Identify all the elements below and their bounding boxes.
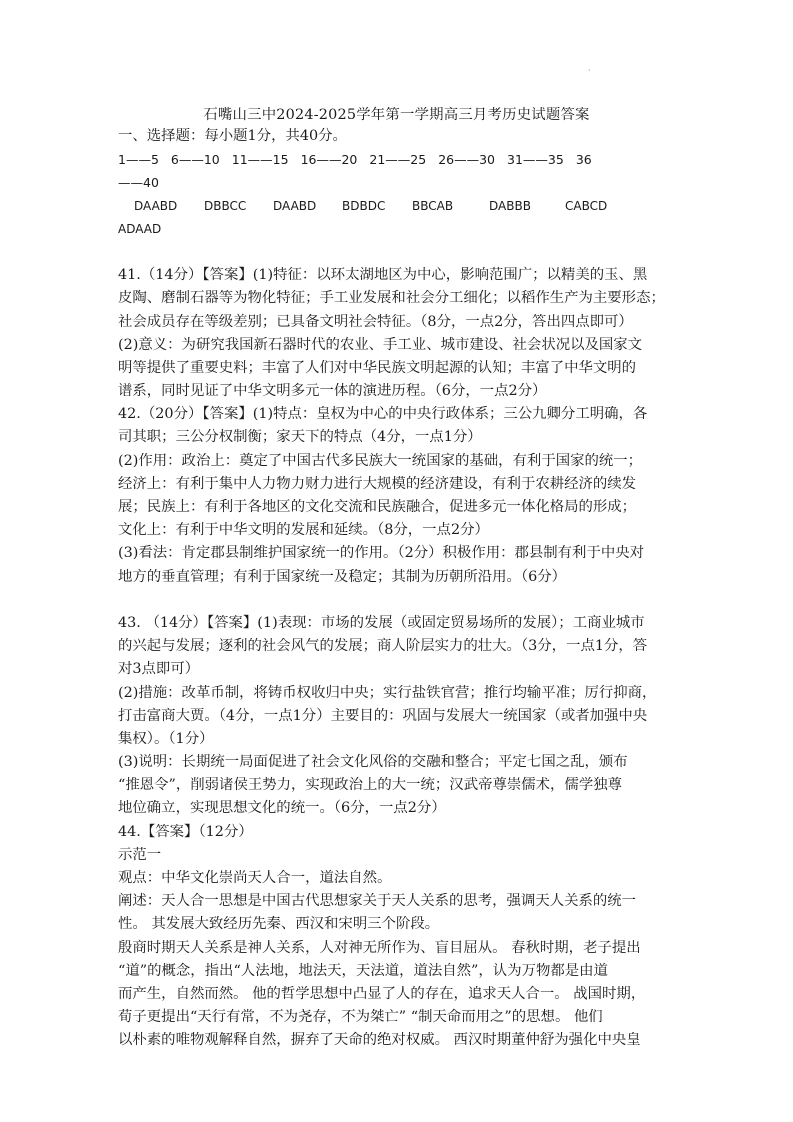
text-line: 41.（14分）【答案】(1)特征：以环太湖地区为中心，影响范围广；以精美的玉、黑 — [118, 267, 648, 284]
range: 6——10 — [170, 152, 220, 168]
question-41 — [118, 264, 678, 403]
answer-key-last — [118, 218, 678, 241]
text-line: 地位确立，实现思想文化的统一。（6分，一点2分） — [118, 800, 446, 817]
text-line: “道”的概念，指出“人法地，地法天，天法道，道法自然”，认为万物都是由道 — [118, 962, 608, 979]
text-line: 谱系，同时见证了中华文明多元一体的演进历程。（6分，一点2分） — [118, 383, 547, 400]
range: 16——20 — [300, 152, 358, 168]
text-line: 展；民族上：有利于各地区的文化交流和民族融合，促进多元一体化格局的形成； — [118, 499, 637, 515]
answer-key: DAABD — [134, 198, 178, 213]
range: 11——15 — [231, 152, 289, 168]
text-line: 示范一 — [118, 846, 162, 863]
section1-heading: 一、选择题：每小题1分，共40分。 — [118, 128, 347, 144]
text-line: “推恩令”，削弱诸侯王势力，实现政治上的大一统；汉武帝尊崇儒术，儒学独尊 — [118, 777, 622, 794]
question-43 — [118, 612, 678, 821]
text-line: 44.【答案】（12分） — [118, 823, 253, 840]
text-line: 的兴起与发展；逐利的社会风气的发展；商人阶层实力的壮大。（3分，一点1分，答 — [118, 638, 648, 655]
answer-key: BDBDC — [342, 198, 386, 213]
answer-key: DABBB — [489, 198, 531, 213]
question-42 — [118, 403, 678, 589]
text-line: 以朴素的唯物观解释自然，摒弃了天命的绝对权威。 西汉时期董仲舒为强化中央皇 — [118, 1032, 641, 1049]
text-line: 明等提供了重要史料；丰富了人们对中华民族文明起源的认知；丰富了中华文明的 — [118, 359, 637, 376]
range: 26——30 — [438, 152, 496, 168]
range: 31——35 — [507, 152, 564, 168]
answer-key: DAABD — [273, 198, 317, 213]
text-line: 集权）。（1分） — [118, 730, 214, 747]
text-line: 42.（20分）【答案】(1)特点：皇权为中心的中央行政体系；三公九卿分工明确，各 — [118, 406, 648, 423]
answer-key: ADAAD — [118, 221, 162, 236]
range: 21——25 — [369, 152, 427, 168]
text-line: 文化上：有利于中华文明的发展和延续。（8分，一点2分） — [118, 522, 489, 539]
text-line: (2)意义：为研究我国新石器时代的农业、手工业、城市建设、社会状况以及国家文 — [118, 336, 643, 353]
text-line: 打击富商大贾。（4分，一点1分）主要目的：巩固与发展大一统国家（或者加强中央 — [118, 707, 648, 724]
answer-keys — [118, 195, 678, 218]
answer-content — [118, 125, 678, 1053]
answer-key: DBBCC — [204, 198, 247, 213]
text-line: 殷商时期天人关系是神人关系，人对神无所作为、盲目屈从。 春秋时期，老子提出 — [118, 939, 641, 956]
answer-key: BBCAB — [412, 198, 454, 213]
text-line: 经济上：有利于集中人力物力财力进行大规模的经济建设，有利于农耕经济的续发 — [118, 475, 637, 492]
text-line: 地方的垂直管理；有利于国家统一及稳定；其制为历朝所沿用。（6分） — [118, 568, 567, 585]
range-tail: ——40 — [118, 175, 159, 191]
text-line: (3)看法：肯定郡县制维护国家统一的作用。（2分）积极作用：郡县制有利于中央对 — [118, 545, 645, 562]
text-line: 阐述：天人合一思想是中国古代思想家关于天人关系的思考，强调天人关系的统一 — [118, 893, 637, 910]
text-line: 荀子更提出“天行有常，不为尧存，不为桀亡” “制天命而用之”的思想。 他们 — [118, 1009, 603, 1026]
answer-ranges — [118, 148, 678, 171]
text-line: (2)作用：政治上：奠定了中国古代多民族大一统国家的基础，有利于国家的统一； — [118, 452, 643, 469]
text-line: 观点：中华文化崇尚天人合一，道法自然。 — [118, 870, 392, 886]
text-line: 社会成员存在等级差别；已具备文明社会特征。（8分，一点2分，答出四点即可） — [118, 313, 633, 330]
text-line: 43. （14分）【答案】(1)表现：市场的发展（或固定贸易场所的发展）；工商业城市 — [118, 614, 645, 631]
range: 36 — [575, 152, 592, 168]
text-line: 性。 其发展大致经历先秦、西汉和宋明三个阶段。 — [118, 916, 440, 933]
text-line: (2)措施：改革币制，将铸币权收归中央；实行盐铁官营；推行均输平准；厉行抑商， — [118, 684, 657, 701]
answer-key: CABCD — [565, 198, 608, 213]
text-line: 司其职；三公分权制衡；家天下的特点（4分，一点1分） — [118, 429, 482, 446]
text-line: 而产生，自然而然。 他的哲学思想中凸显了人的存在，追求天人合一。 战国时期， — [118, 985, 646, 1002]
range: 1——5 — [118, 152, 159, 168]
text-line: 皮陶、磨制石器等为物化特征；手工业发展和社会分工细化；以稻作生产为主要形态； — [118, 290, 665, 307]
question-44 — [118, 821, 678, 1053]
text-line: 对3点即可） — [118, 661, 200, 678]
text-line: (3)说明：长期统一局面促进了社会文化风俗的交融和整合；平定七国之乱，颁布 — [118, 754, 628, 771]
page-title: 石嘴山三中2024-2025学年第一学期高三月考历史试题答案 — [203, 107, 590, 123]
scan-speck: · — [588, 66, 591, 75]
